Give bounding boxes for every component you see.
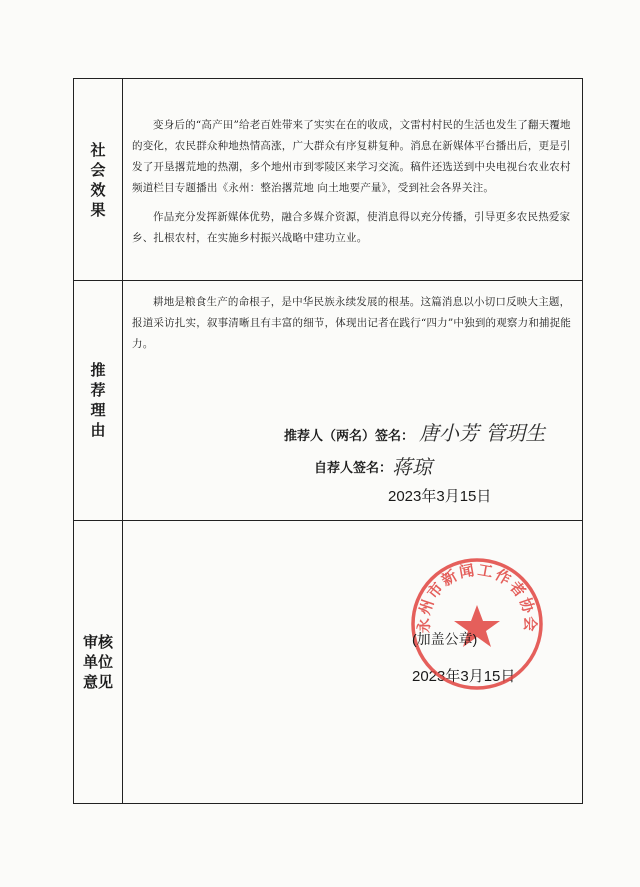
label-char: 效 [90,180,106,199]
recommend-reason-label [74,280,122,520]
label-char: 理 [90,401,106,419]
official-seal-icon [408,555,546,693]
row-divider [74,280,582,281]
label-char: 果 [90,200,106,219]
review-opinion-label [74,520,122,803]
stamp-note: (加盖公章) [412,631,478,647]
label-word: 意见 [82,672,113,691]
self-recommend-signature-label: 自荐人签名： [314,461,393,476]
self-recommend-signature: 蒋琼 [392,455,432,479]
recommenders-signature: 唐小芳 管玥生 [419,421,546,445]
social-effect-paragraph-1: 变身后的“高产田”给老百姓带来了实实在在的收成，文雷村村民的生活也发生了翻天覆地的变化，农民群众种地热情高涨，广大群众有序复耕复种。消息在新媒体平台播出后，更是引发了开垦撂荒地的热潮，多个地州市到零陵区来学习交流。稿件还选送到中央电视台农业农村频道栏目专题播出《永州：整治撂荒地 向土地要产量》，受到社会各界关注。 [132,119,571,194]
label-word: 单位 [82,652,113,671]
recommend-reason-paragraph: 耕地是粮食生产的命根子，是中华民族永续发展的根基。这篇消息以小切口反映大主题，报道采访扎实，叙事清晰且有丰富的细节，体现出记者在践行“四力”中独到的观察力和捕捉能力。 [132,296,572,350]
label-char: 荐 [90,381,106,399]
column-divider [122,79,123,803]
label-char: 推 [90,361,106,379]
social-effect-label [74,79,122,280]
evaluation-table [73,78,583,804]
recommend-date: 2023年3月15日 [388,488,492,505]
review-date: 2023年3月15日 [412,668,516,685]
label-char: 由 [90,421,106,439]
label-word: 审核 [82,632,113,651]
recommenders-signature-label: 推荐人（两名）签名： [284,429,415,444]
seal-text: 永州市新闻工作者协会 [414,560,540,634]
label-char: 会 [90,160,106,179]
row-divider [74,520,582,521]
label-char: 社 [90,140,106,159]
social-effect-paragraph-2: 作品充分发挥新媒体优势，融合多媒介资源，使消息得以充分传播，引导更多农民热爱家乡、扎根农村，在实施乡村振兴战略中建功立业。 [132,211,571,244]
